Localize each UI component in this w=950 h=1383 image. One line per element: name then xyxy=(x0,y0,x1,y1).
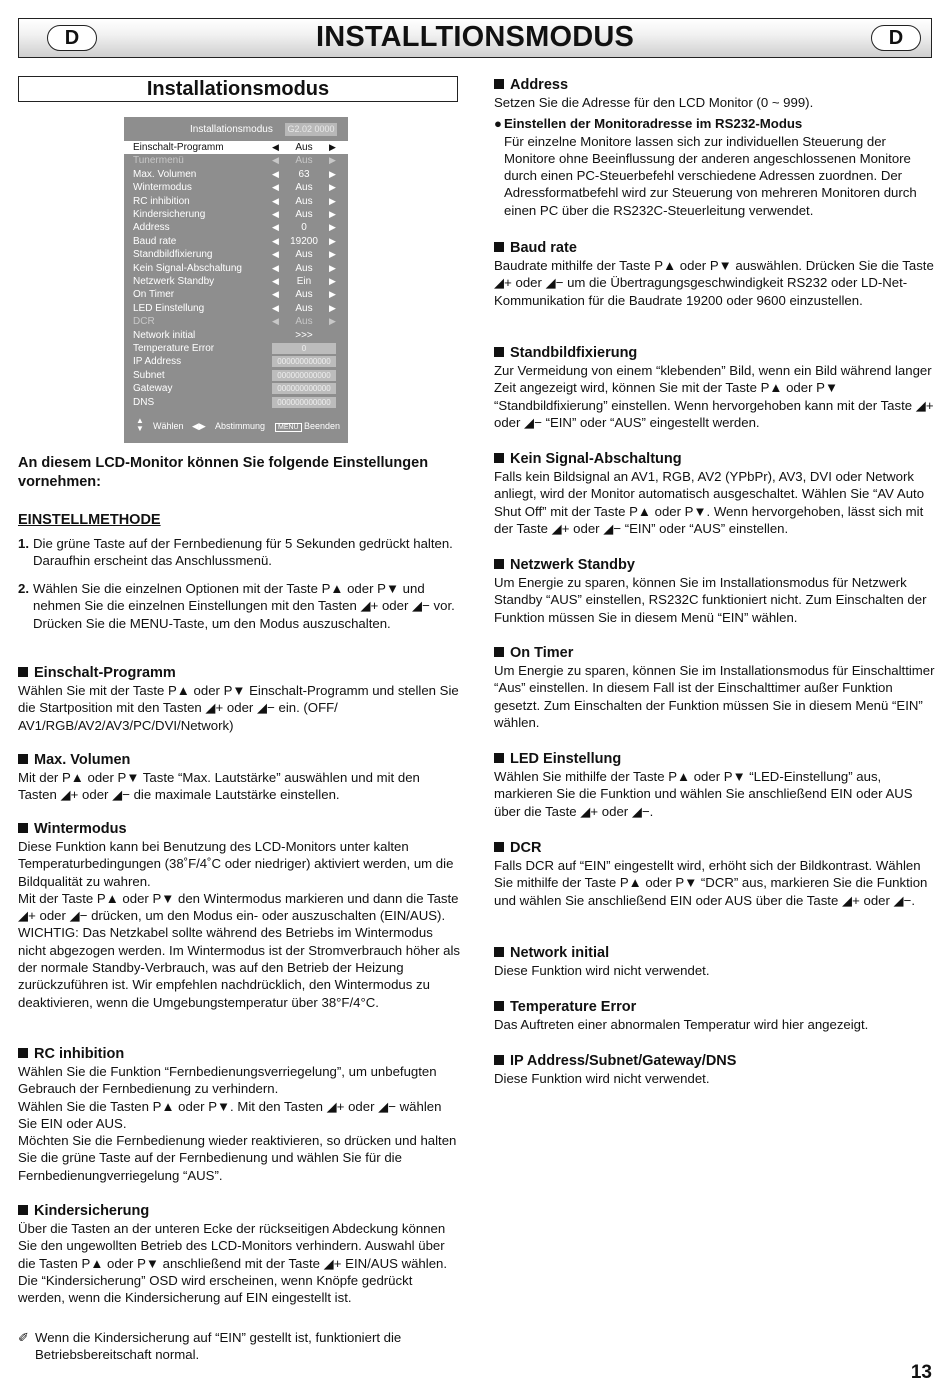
arrow-right-icon: ▶ xyxy=(329,222,336,233)
section-wintermodus xyxy=(18,820,460,1011)
arrow-right-icon: ▶ xyxy=(329,302,336,313)
leftright-arrow-icon: ◀▶ xyxy=(192,421,206,431)
section-temperature-error xyxy=(494,998,936,1033)
step-text: Wählen Sie die einzelnen Optionen mit der Taste P▲ oder P▼ und nehmen Sie die einzelnen Einstellungen mit den Tasten ◢+ oder ◢− vor. Drücken Sie die MENU-Taste, um den Modus auszuschalten. xyxy=(33,581,455,631)
osd-row-value: Aus xyxy=(295,316,313,328)
note-text: Wenn die Kindersicherung auf “EIN” gestellt ist, funktioniert die Betriebsbereitschaft normal. xyxy=(35,1330,402,1363)
arrow-right-icon: ▶ xyxy=(329,235,336,246)
step-1 xyxy=(18,535,458,570)
section-text: Diese Funktion wird nicht verwendet. xyxy=(494,963,710,978)
section-network-initial xyxy=(494,944,936,979)
section-text: Wählen Sie die Funktion “Fernbedienungsverriegelung”, um unbefugten Gebrauch der Fernbedienung zu verhindern. xyxy=(18,1064,437,1097)
arrow-left-icon: ◀ xyxy=(272,155,279,166)
osd-row xyxy=(124,288,348,301)
section-address xyxy=(494,76,936,219)
section-text: Diese Funktion kann bei Benutzung des LCD-Monitors unter kalten Temperaturbedingungen (38˚F/4˚C oder niedriger) aktiviert werden, um die Bildqualität zu wahren. xyxy=(18,839,454,889)
square-bullet-icon xyxy=(18,823,28,833)
osd-row-value: 000000000000 xyxy=(272,383,336,394)
section-text: Mit der P▲ oder P▼ Taste “Max. Lautstärke” auswählen und mit den Tasten ◢+ oder ◢− die maximale Lautstärke einstellen. xyxy=(18,770,420,803)
osd-row xyxy=(124,382,348,395)
osd-row-value: 0 xyxy=(272,343,336,354)
osd-row-label: Subnet xyxy=(133,369,165,381)
arrow-right-icon: ▶ xyxy=(329,249,336,260)
osd-row xyxy=(124,262,348,275)
section-text: Wählen Sie mithilfe der Taste P▲ oder P▼ “LED-Einstellung” aus, markieren Sie die Funktion und wählen Sie anschließend EIN oder AUS über die Taste ◢+ oder ◢−. xyxy=(494,769,913,819)
osd-row-value: Aus xyxy=(295,289,313,301)
osd-row-label: DCR xyxy=(133,316,155,328)
section-text: Falls DCR auf “EIN” eingestellt wird, erhöht sich der Bildkontrast. Wählen Sie mithilfe der Taste P▲ oder P▼ “DCR” aus, markieren Sie die Funktion und wählen Sie anschließend EIN oder AUS über die Taste ◢+ oder ◢−. xyxy=(494,858,928,908)
osd-row-value: Aus xyxy=(295,302,313,314)
osd-row-value: Aus xyxy=(295,209,313,220)
intro-text: An diesem LCD-Monitor können Sie folgende Einstellungen vornehmen: xyxy=(18,455,429,490)
arrow-right-icon: ▶ xyxy=(329,142,336,152)
osd-row xyxy=(124,195,348,208)
osd-footer-menu-key xyxy=(275,421,302,431)
section-heading: Einschalt-Programm xyxy=(34,665,176,681)
osd-row-value: Ein xyxy=(296,276,312,287)
section-text: Über die Tasten an der unteren Ecke der rückseitigen Abdeckung können Sie den ungewollten Betrieb des LCD-Monitors verhindern. Auswahl über die Tasten P▲ oder P▼ anschließend mit der Taste ◢+ EIN/AUS wählen. Die “Kindersicherung” OSD wird erscheinen, wenn Knöpfe gedrückt werden, wenn die Kindersicherung auf EIN eingestellt ist. xyxy=(18,1221,448,1306)
arrow-left-icon: ◀ xyxy=(272,316,279,327)
section-text: Möchten Sie die Fernbedienung wieder reaktivieren, so drücken und halten Sie die grüne Taste auf der Fernbedienung und wählen Sie für die Fernbedienungverriegelung “AUS”. xyxy=(18,1133,457,1183)
page-header xyxy=(18,18,932,58)
arrow-left-icon: ◀ xyxy=(272,276,279,286)
osd-row-label: Baud rate xyxy=(133,235,177,247)
osd-row-label: DNS xyxy=(133,396,155,408)
square-bullet-icon xyxy=(18,754,28,764)
section-heading: Baud rate xyxy=(510,240,577,256)
osd-row-value: >>> xyxy=(295,329,313,341)
step-number: 2. xyxy=(18,581,29,596)
arrow-right-icon: ▶ xyxy=(329,182,336,193)
arrow-right-icon: ▶ xyxy=(329,209,336,219)
language-badge-left: D xyxy=(47,25,97,51)
section-text: Wählen Sie die Tasten P▲ oder P▼. Mit den Tasten ◢+ oder ◢− wählen Sie EIN oder AUS. xyxy=(18,1098,442,1131)
arrow-left-icon: ◀ xyxy=(272,209,279,219)
osd-row-label: Max. Volumen xyxy=(133,168,197,180)
square-bullet-icon xyxy=(494,242,504,252)
section-title-box: Installationsmodus xyxy=(18,76,458,102)
arrow-right-icon: ▶ xyxy=(329,155,336,166)
section-kein-signal xyxy=(494,450,936,537)
section-heading: LED Einstellung xyxy=(510,751,622,767)
section-dcr xyxy=(494,839,936,909)
section-heading: Kindersicherung xyxy=(34,1203,150,1219)
square-bullet-icon xyxy=(18,667,28,677)
arrow-right-icon: ▶ xyxy=(329,262,336,273)
osd-row-value: Aus xyxy=(295,182,313,194)
step-2 xyxy=(18,580,458,632)
arrow-left-icon: ◀ xyxy=(272,168,279,179)
osd-row-value: 000000000000 xyxy=(272,397,336,408)
section-baud-rate xyxy=(494,239,936,309)
square-bullet-icon xyxy=(494,1055,504,1065)
osd-row xyxy=(124,275,348,288)
section-heading: Standbildfixierung xyxy=(510,345,638,361)
section-kindersicherung xyxy=(18,1202,460,1306)
arrow-right-icon: ▶ xyxy=(329,289,336,300)
section-rc-inhibition xyxy=(18,1045,460,1184)
section-heading: RC inhibition xyxy=(34,1046,125,1062)
bullet-dot-icon: ● xyxy=(494,116,502,132)
menu-key-icon: MENU xyxy=(275,423,302,432)
osd-row xyxy=(124,141,348,154)
arrow-right-icon: ▶ xyxy=(329,276,336,286)
osd-row xyxy=(124,329,348,342)
osd-row-value: 19200 xyxy=(290,235,318,247)
page-title: INSTALLTIONSMODUS xyxy=(315,21,635,53)
section-text: Um Energie zu sparen, können Sie im Installationsmodus für Netzwerk Standby “AUS” einstellen, RS232C funktioniert nicht. Zum Einschalten der Funktion müssen Sie in diesem Menü “EIN” wählen. xyxy=(494,575,927,625)
note xyxy=(18,1329,458,1364)
bullet-title: Einstellen der Monitoradresse im RS232-Modus xyxy=(504,116,803,132)
osd-row-label: Temperature Error xyxy=(133,343,215,354)
osd-row-label: Gateway xyxy=(133,383,173,395)
square-bullet-icon xyxy=(494,947,504,957)
language-badge-right: D xyxy=(871,25,921,51)
arrow-left-icon: ◀ xyxy=(272,249,279,260)
osd-row xyxy=(124,369,348,382)
osd-row-value: 000000000000 xyxy=(272,356,336,367)
osd-footer-adjust-label: Abstimmung xyxy=(215,421,266,431)
section-text: Das Auftreten einer abnormalen Temperatur wird hier angezeigt. xyxy=(494,1017,869,1032)
arrow-left-icon: ◀ xyxy=(272,262,279,273)
section-heading: IP Address/Subnet/Gateway/DNS xyxy=(510,1053,737,1069)
osd-menu-screenshot xyxy=(124,117,348,443)
arrow-left-icon: ◀ xyxy=(272,222,279,233)
osd-row-label: Standbildfixierung xyxy=(133,249,213,261)
method-heading: EINSTELLMETHODE xyxy=(18,512,161,528)
osd-row xyxy=(124,248,348,261)
section-text: Baudrate mithilfe der Taste P▲ oder P▼ auswählen. Drücken Sie die Taste ◢+ oder ◢− um die Übertragungsgeschwindigkeit RS232 oder LD-Net-Kommunikation für die Baudrate 19200 oder 9600 einzustellen. xyxy=(494,258,934,308)
osd-row-label: IP Address xyxy=(133,356,182,368)
section-text: Um Energie zu sparen, können Sie im Installationsmodus für Einschalttimer “Aus” einstellen. In diesem Fall ist der Einschalttimer außer Funktion gesetzt. Zum Einschalten der Funktion müssen Sie in diesem Menü “EIN” wählen. xyxy=(494,663,935,730)
osd-row xyxy=(124,396,348,409)
osd-row-label: Netzwerk Standby xyxy=(133,276,215,287)
osd-row-label: On Timer xyxy=(133,289,175,301)
osd-row-value: Aus xyxy=(295,195,313,207)
osd-row-value: 0 xyxy=(301,222,307,234)
section-heading: Temperature Error xyxy=(510,999,637,1015)
osd-row xyxy=(124,181,348,194)
square-bullet-icon xyxy=(18,1205,28,1215)
updown-arrow-icon: ▲ ▼ xyxy=(136,416,144,433)
section-heading: DCR xyxy=(510,840,542,856)
section-heading: Network initial xyxy=(510,945,610,961)
section-text: Wählen Sie mit der Taste P▲ oder P▼ Einschalt-Programm und stellen Sie die Startposition mit den Tasten ◢+ oder ◢− ein. (OFF/ AV1/RGB/AV2/AV3/PC/DVI/Network) xyxy=(18,683,459,733)
osd-row-label: Tunermenü xyxy=(133,155,184,167)
osd-row xyxy=(124,168,348,181)
arrow-left-icon: ◀ xyxy=(272,182,279,193)
osd-row xyxy=(124,208,348,221)
osd-row-label: Kindersicherung xyxy=(133,209,206,220)
osd-row-label: Network initial xyxy=(133,329,196,341)
section-heading: Wintermodus xyxy=(34,821,127,837)
section-einschalt-programm xyxy=(18,664,460,734)
osd-row-value: Aus xyxy=(295,249,313,261)
section-heading: Max. Volumen xyxy=(34,752,131,768)
square-bullet-icon xyxy=(494,1001,504,1011)
step-number: 1. xyxy=(18,536,29,551)
osd-row-label: Einschalt-Programm xyxy=(133,142,224,153)
arrow-left-icon: ◀ xyxy=(272,302,279,313)
section-on-timer xyxy=(494,644,936,731)
square-bullet-icon xyxy=(494,753,504,763)
osd-row-value: Aus xyxy=(295,262,313,274)
pencil-icon: ✐ xyxy=(18,1330,29,1345)
osd-row-value: Aus xyxy=(295,155,313,167)
step-text: Die grüne Taste auf der Fernbedienung für 5 Sekunden gedrückt halten. Daraufhin erscheint das Anschlussmenü. xyxy=(33,536,453,569)
section-led-einstellung xyxy=(494,750,936,820)
page-number: 13 xyxy=(910,1362,932,1383)
section-text: Setzen Sie die Adresse für den LCD Monitor (0 ~ 999). xyxy=(494,95,814,110)
section-heading: Netzwerk Standby xyxy=(510,557,635,573)
osd-row-label: RC inhibition xyxy=(133,195,190,207)
osd-row-label: Address xyxy=(133,222,170,234)
osd-row xyxy=(124,342,348,355)
section-text: Diese Funktion wird nicht verwendet. xyxy=(494,1071,710,1086)
section-heading: Address xyxy=(510,77,569,93)
square-bullet-icon xyxy=(18,1048,28,1058)
square-bullet-icon xyxy=(494,647,504,657)
osd-row xyxy=(124,315,348,328)
osd-version: G2.02 0000 xyxy=(285,123,337,136)
section-text: WICHTIG: Das Netzkabel sollte während des Betriebs im Wintermodus nicht abgezogen werden. Im Wintermodus ist der Stromverbrauch höher als der normale Standby-Verbrauch, was auf den Betrieb der Heizung zurückzuführen ist. Wir empfehlen nachdrücklich, den Wintermodus zu deaktivieren, wenn die Umgebungstemperatur über 38°F/4°C. xyxy=(18,925,460,1010)
arrow-left-icon: ◀ xyxy=(272,142,279,152)
osd-footer-select-label: Wählen xyxy=(153,421,184,431)
arrow-left-icon: ◀ xyxy=(272,195,279,206)
left-column xyxy=(18,76,458,102)
osd-row-value: Aus xyxy=(295,142,313,153)
osd-row xyxy=(124,154,348,167)
section-netzwerk-standby xyxy=(494,556,936,626)
square-bullet-icon xyxy=(494,347,504,357)
osd-footer-exit-label: Beenden xyxy=(304,421,341,431)
osd-row xyxy=(124,221,348,234)
osd-row-label: Kein Signal-Abschaltung xyxy=(133,262,242,274)
bullet-text: Für einzelne Monitore lassen sich zur individuellen Steuerung der Monitore ohne Beeinflussung der anderen angeschlossenen Monitore durch einen PC-Steuerbefehl verschiedene Adressen zuordnen. Der Adressformatbefehl wird zur Steuerung von mehreren Monitoren durch einen PC über die RS232C-Steuerleitung verwendet. xyxy=(504,133,917,218)
section-heading: Kein Signal-Abschaltung xyxy=(510,451,682,467)
square-bullet-icon xyxy=(494,453,504,463)
arrow-left-icon: ◀ xyxy=(272,289,279,300)
osd-row-value: 000000000000 xyxy=(272,370,336,381)
section-text: Zur Vermeidung von einem “klebenden” Bild, wenn ein Bild während langer Zeit angezeigt wird, können Sie mit der Taste P▲ oder P▼ “Standbildfixierung” einstellen. Wenn hervorgehoben kann mit der Taste ◢+ oder ◢− “EIN” oder “AUS” eingestellt werden. xyxy=(494,363,934,430)
osd-row xyxy=(124,355,348,368)
osd-row xyxy=(124,302,348,315)
section-ip-address xyxy=(494,1052,936,1087)
square-bullet-icon xyxy=(494,79,504,89)
square-bullet-icon xyxy=(494,559,504,569)
arrow-right-icon: ▶ xyxy=(329,168,336,179)
section-heading: On Timer xyxy=(510,645,574,661)
arrow-left-icon: ◀ xyxy=(272,235,279,246)
square-bullet-icon xyxy=(494,842,504,852)
section-standbildfixierung xyxy=(494,344,936,431)
arrow-right-icon: ▶ xyxy=(329,316,336,327)
section-max-volumen xyxy=(18,751,460,804)
osd-title: Installationsmodus xyxy=(190,124,273,135)
osd-row-label: Wintermodus xyxy=(133,182,192,194)
section-text: Falls kein Bildsignal an AV1, RGB, AV2 (YPbPr), AV3, DVI oder Network anliegt, wird der Monitor automatisch ausgeschaltet. Wählen Sie “AV Auto Shut Off” mit der Taste P▲ oder P▼. Wenn hervorgehoben, lässt sich mit der Taste ◢+ oder ◢− “EIN” oder “AUS” einstellen. xyxy=(494,469,925,536)
osd-row-label: LED Einstellung xyxy=(133,302,205,314)
arrow-right-icon: ▶ xyxy=(329,195,336,206)
bullet-item xyxy=(494,115,936,219)
osd-row-value: 63 xyxy=(298,168,310,180)
osd-row xyxy=(124,235,348,248)
section-text: Mit der Taste P▲ oder P▼ den Wintermodus markieren und dann die Taste ◢+ oder ◢− drücken, um den Modus ein- oder auszuschalten (EIN/AUS). xyxy=(18,890,459,924)
